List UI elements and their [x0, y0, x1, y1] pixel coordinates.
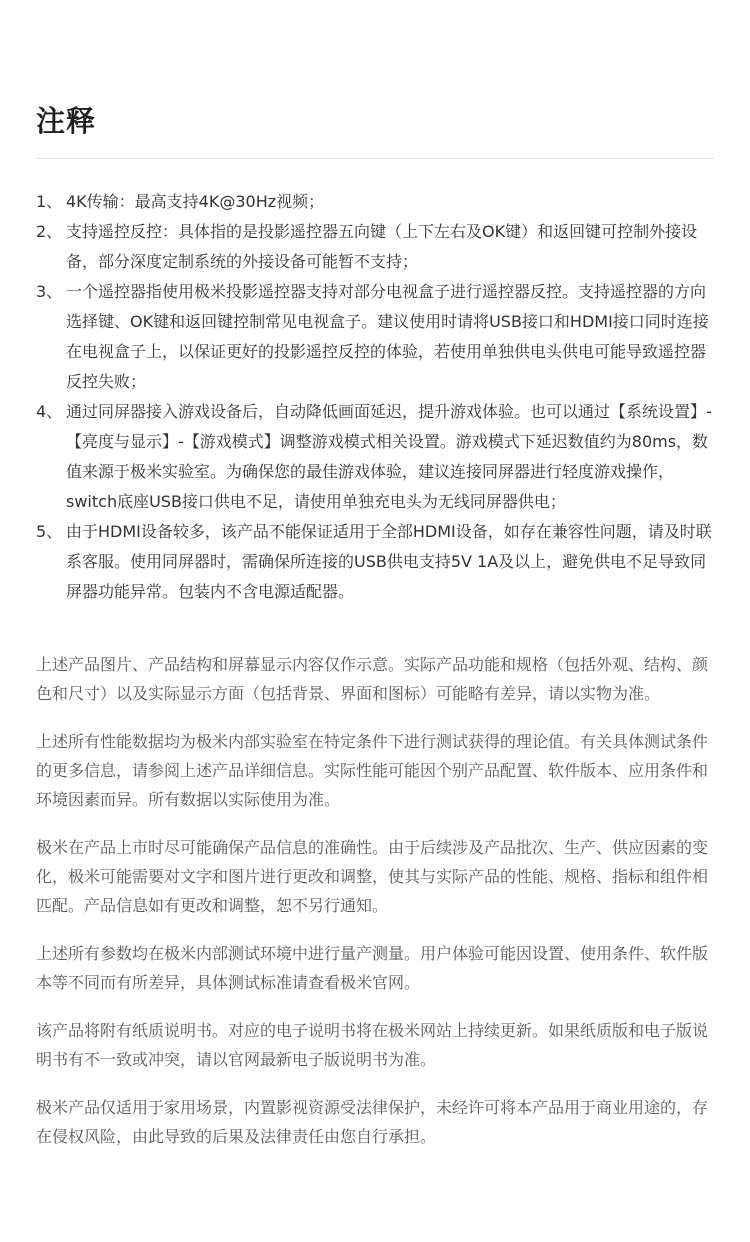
notes-list [36, 187, 716, 607]
disclaimer-paragraph: 上述所有参数均在极米内部测试环境中进行量产测量。用户体验可能因设置、使用条件、软件版本等不同而有所差异，具体测试标准请查看极米官网。 [36, 944, 709, 992]
note-item [36, 217, 716, 277]
note-text: 由于HDMI设备较多，该产品不能保证适用于全部HDMI设备，如存在兼容性问题，请及时联系客服。使用同屏器时，需确保所连接的USB供电支持5V 1A及以上，避免供电不足导致同屏器功能异常。包装内不含电源适配器。 [66, 522, 712, 601]
note-item [36, 517, 716, 607]
disclaimer-paragraph: 极米在产品上市时尽可能确保产品信息的准确性。由于后续涉及产品批次、生产、供应因素的变化，极米可能需要对文字和图片进行更改和调整，使其与实际产品的性能、规格、指标和组件相匹配。产品信息如有更改和调整，恕不另行通知。 [36, 838, 709, 915]
note-text: 4K传输：最高支持4K@30Hz视频； [66, 192, 325, 211]
note-number: 3、 [36, 282, 63, 301]
note-number: 2、 [36, 222, 63, 241]
disclaimer-section [36, 650, 716, 1170]
page-title: 注释 [36, 104, 97, 138]
disclaimer-paragraph: 该产品将附有纸质说明书。对应的电子说明书将在极米网站上持续更新。如果纸质版和电子版说明书有不一致或冲突，请以官网最新电子版说明书为准。 [36, 1021, 709, 1069]
note-text: 一个遥控器指使用极米投影遥控器支持对部分电视盒子进行遥控器反控。支持遥控器的方向选择键、OK键和返回键控制常见电视盒子。建议使用时请将USB接口和HDMI接口同时连接在电视盒子上，以保证更好的投影遥控反控的体验，若使用单独供电头供电可能导致遥控器反控失败； [66, 282, 709, 391]
disclaimer-paragraph: 上述所有性能数据均为极米内部实验室在特定条件下进行测试获得的理论值。有关具体测试条件的更多信息，请参阅上述产品详细信息。实际性能可能因个别产品配置、软件版本、应用条件和环境因素而异。所有数据以实际使用为准。 [36, 732, 709, 809]
note-text: 通过同屏器接入游戏设备后，自动降低画面延迟，提升游戏体验。也可以通过【系统设置】-【亮度与显示】-【游戏模式】调整游戏模式相关设置。游戏模式下延迟数值约为80ms，数值来源于极米实验室。为确保您的最佳游戏体验，建议连接同屏器进行轻度游戏操作，switch底座USB接口供电不足，请使用单独充电头为无线同屏器供电； [66, 402, 712, 511]
title-divider [36, 158, 714, 159]
note-item [36, 277, 716, 397]
note-number: 5、 [36, 522, 63, 541]
note-number: 1、 [36, 192, 63, 211]
note-number: 4、 [36, 402, 63, 421]
disclaimer-paragraph: 上述产品图片、产品结构和屏幕显示内容仅作示意。实际产品功能和规格（包括外观、结构、颜色和尺寸）以及实际显示方面（包括背景、界面和图标）可能略有差异，请以实物为准。 [36, 655, 709, 703]
disclaimer-paragraph: 极米产品仅适用于家用场景，内置影视资源受法律保护，未经许可将本产品用于商业用途的，存在侵权风险，由此导致的后果及法律责任由您自行承担。 [36, 1098, 709, 1146]
note-text: 支持遥控反控：具体指的是投影遥控器五向键（上下左右及OK键）和返回键可控制外接设备，部分深度定制系统的外接设备可能暂不支持； [66, 222, 698, 271]
note-item [36, 397, 716, 517]
note-item [36, 187, 716, 217]
